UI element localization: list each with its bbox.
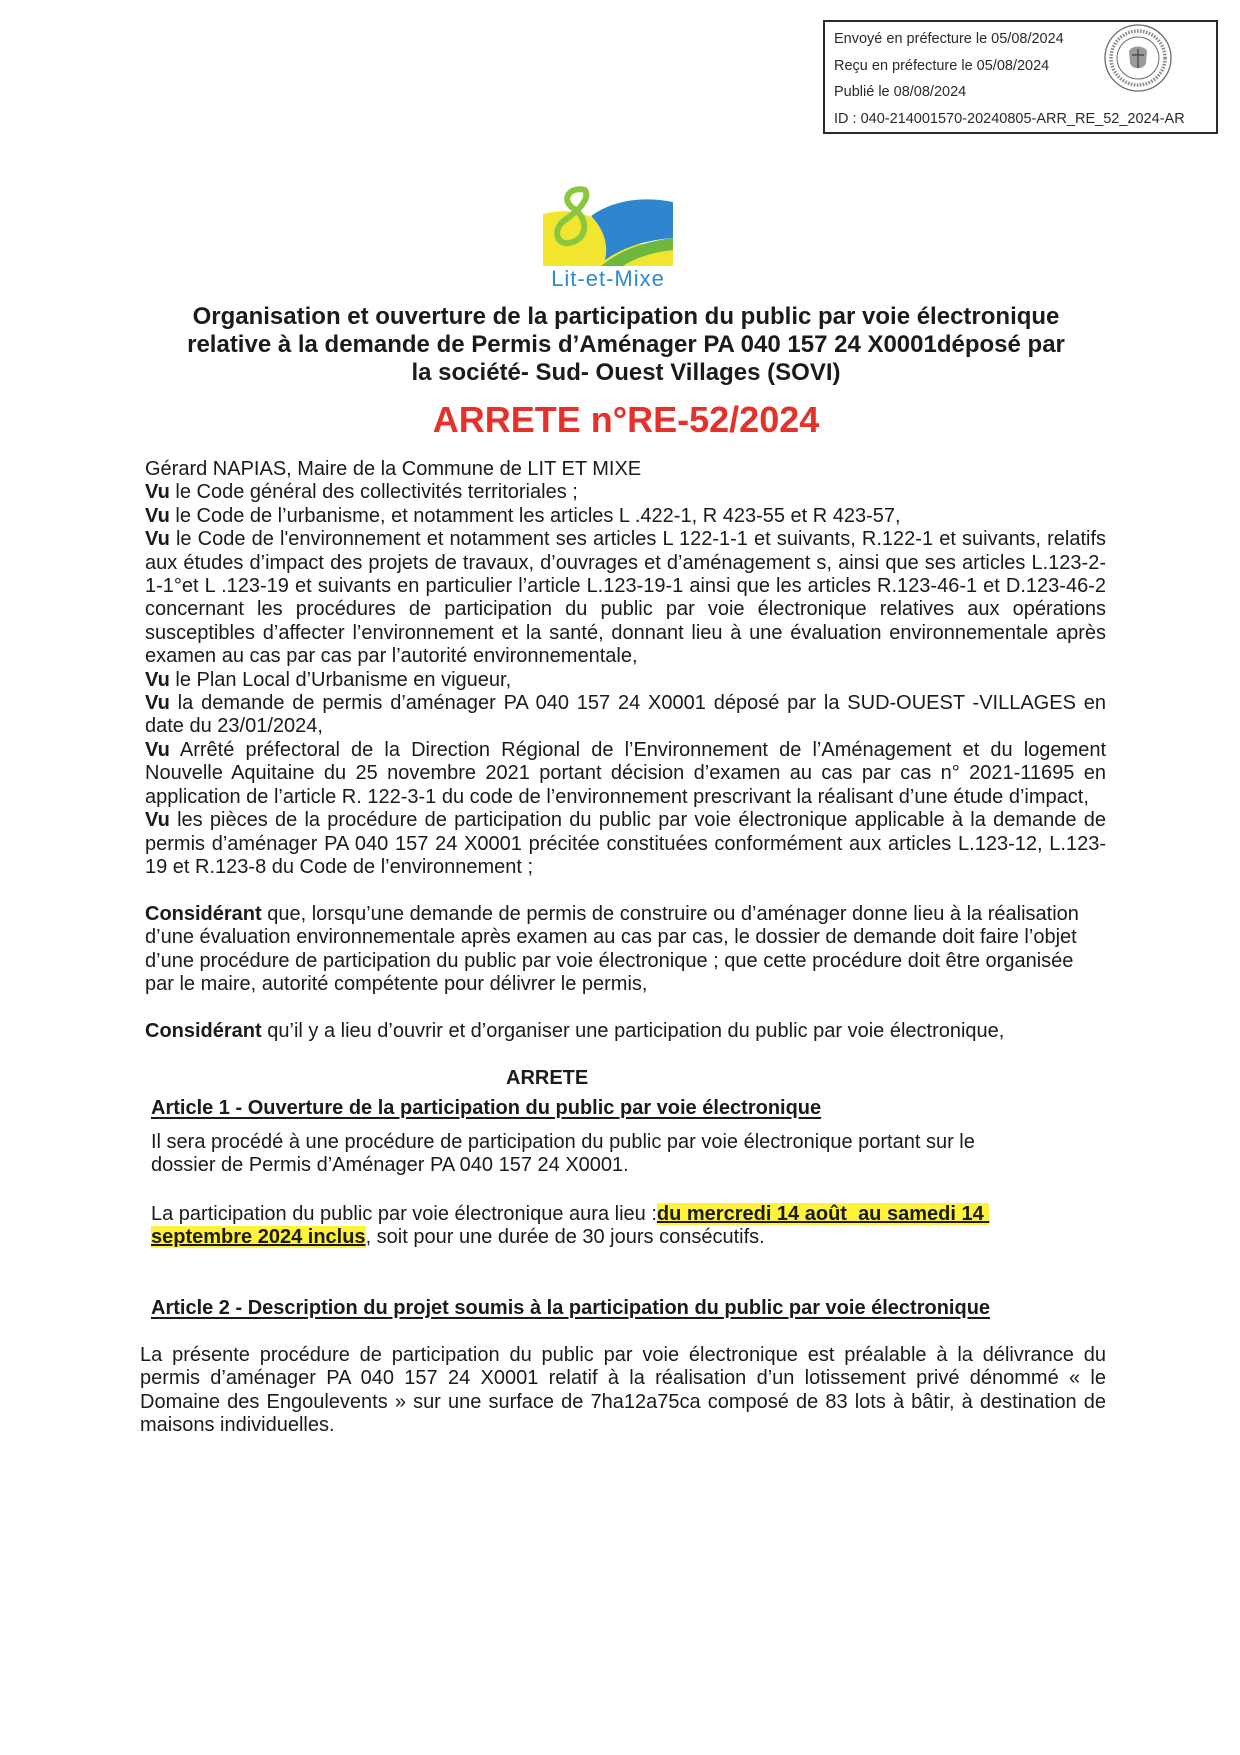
title-line: la société- Sud- Ouest Villages (SOVI) — [411, 359, 841, 386]
prefecture-seal-icon — [1102, 22, 1174, 94]
mayor-line: Gérard NAPIAS, Maire de la Commune de LIT ET MIXE — [145, 458, 642, 480]
visa-text: le Code de l’urbanisme, et notamment les articles L .422-1, R 423-55 et R 423-57, — [175, 504, 901, 527]
article-1-dates-paragraph — [145, 1203, 1030, 1250]
commune-logo-icon — [543, 186, 673, 266]
visa-lead: Vu — [145, 504, 170, 527]
visa-text: Arrêté préfectoral de la Direction Régional de l’Environnement de l’Aménagement et du logement Nouvelle Aquitaine du 25 novembre 2021 portant décision d’examen au cas par cas n° 2021-11695 en application de l’article R. 122-3-1 du code de l’environnement prescrivant la réalisant d’une étude d’impact, — [145, 738, 1107, 808]
article-2-heading: Article 2 - Description du projet soumis à la participation du public par voie électronique — [151, 1296, 991, 1319]
visa-lead: Vu — [145, 668, 170, 691]
visa-item — [145, 739, 1106, 809]
title-line: Organisation et ouverture de la participation du public par voie électronique — [192, 303, 1060, 330]
prefecture-stamp — [823, 20, 1218, 134]
preamble — [145, 458, 1106, 879]
decision-heading: ARRETE — [506, 1066, 589, 1089]
decree-number: ARRETE n°RE-52/2024 — [432, 399, 820, 440]
stamp-sent-line: Envoyé en préfecture le 05/08/2024 — [834, 31, 1064, 47]
visa-text: les pièces de la procédure de participation du public par voie électronique applicable à la demande de permis d’aménager PA 040 157 24 X0001 précitée constituées conformément aux articles L.123-12, L.123-19 et R.123-8 du Code de l’environnement ; — [145, 809, 1106, 878]
visa-item — [145, 809, 1106, 879]
consideration-text: qu’il y a lieu d’ouvrir et d’organiser une participation du public par voie électronique, — [267, 1019, 1005, 1042]
consideration-item — [145, 903, 1106, 997]
highlighted-dates: du mercredi 14 août au samedi 14 septembre 2024 inclus — [151, 1202, 990, 1249]
visa-lead: Vu — [145, 528, 170, 551]
stamp-id-line: ID : 040-214001570-20240805-ARR_RE_52_2024-AR — [834, 110, 1185, 127]
visa-item — [145, 692, 1106, 739]
visa-lead: Vu — [145, 738, 170, 761]
article-2-paragraph: La présente procédure de participation du public par voie électronique est préalable à la délivrance du permis d’aménager PA 040 157 24 X0001 relatif à la réalisation d’un lotissement privé dénommé « le Domaine des Engoulevents » sur une surface de 7ha12a75ca composé de 83 lots à bâtir, à destination de maisons individuelles. — [140, 1343, 1106, 1436]
consideration-lead: Considérant — [145, 1019, 262, 1042]
article-1-heading: Article 1 - Ouverture de la participation du public par voie électronique — [151, 1096, 822, 1119]
visa-lead: Vu — [145, 809, 170, 832]
visa-text: le Code général des collectivités territoriales ; — [175, 481, 578, 504]
visa-item — [145, 669, 1106, 692]
dates-intro-text: La participation du public par voie électronique aura lieu : — [151, 1202, 657, 1225]
visa-lead: Vu — [145, 481, 170, 504]
stamp-received-line: Reçu en préfecture le 05/08/2024 — [834, 57, 1050, 74]
article-1-paragraph: Il sera procédé à une procédure de participation du public par voie électronique portant sur le dossier de Permis d’Aménager PA 040 157 24 X0001. — [151, 1130, 975, 1177]
commune-logo — [543, 186, 673, 291]
visa-lead: Vu — [145, 692, 170, 715]
dates-duration-text: , soit pour une durée de 30 jours consécutifs. — [365, 1226, 765, 1249]
visa-item — [145, 481, 1106, 504]
stamp-published-line: Publié le 08/08/2024 — [834, 84, 967, 100]
document-title — [150, 303, 1102, 387]
consideration-item — [145, 1020, 1106, 1043]
visa-text: la demande de permis d’aménager PA 040 157 24 X0001 déposé par la SUD-OUEST -VILLAGES en date du 23/01/2024, — [145, 692, 1106, 738]
title-line: relative à la demande de Permis d’Aménager PA 040 157 24 X0001déposé par — [187, 331, 1065, 358]
logo-name: Lit-et-Mixe — [551, 266, 665, 291]
visa-text: le Plan Local d’Urbanisme en vigueur, — [175, 668, 512, 691]
visa-item — [145, 505, 1106, 528]
consideration-text: que, lorsqu’une demande de permis de construire ou d’aménager donne lieu à la réalisation d’une évaluation environnementale après examen au cas par cas, le dossier de demande doit faire l’objet d’une procédure de participation du public par voie électronique ; que cette procédure doit être organisée par le maire, autorité compétente pour délivrer le permis, — [145, 902, 1079, 995]
document-body — [140, 458, 1107, 1437]
visa-text: le Code de l'environnement et notamment ses articles L 122-1-1 et suivants, R.122-1 et suivants, relatifs aux études d’impact des projets de travaux, d’ouvrages et d’aménagement s, ainsi que ses articles L.123-2-1-1°et L .123-19 et suivants en particulier l’article L.123-19-1 ainsi que les articles R.123-46-1 et D.123-46-2 concernant les procédures de participation du public par voie électronique relatives aux opérations susceptibles d’affecter l’environnement et la santé, donnant lieu à une évaluation environnementale après examen au cas par cas par l’autorité environnementale, — [145, 528, 1106, 668]
consideration-lead: Considérant — [145, 902, 262, 925]
visa-item — [145, 528, 1106, 668]
